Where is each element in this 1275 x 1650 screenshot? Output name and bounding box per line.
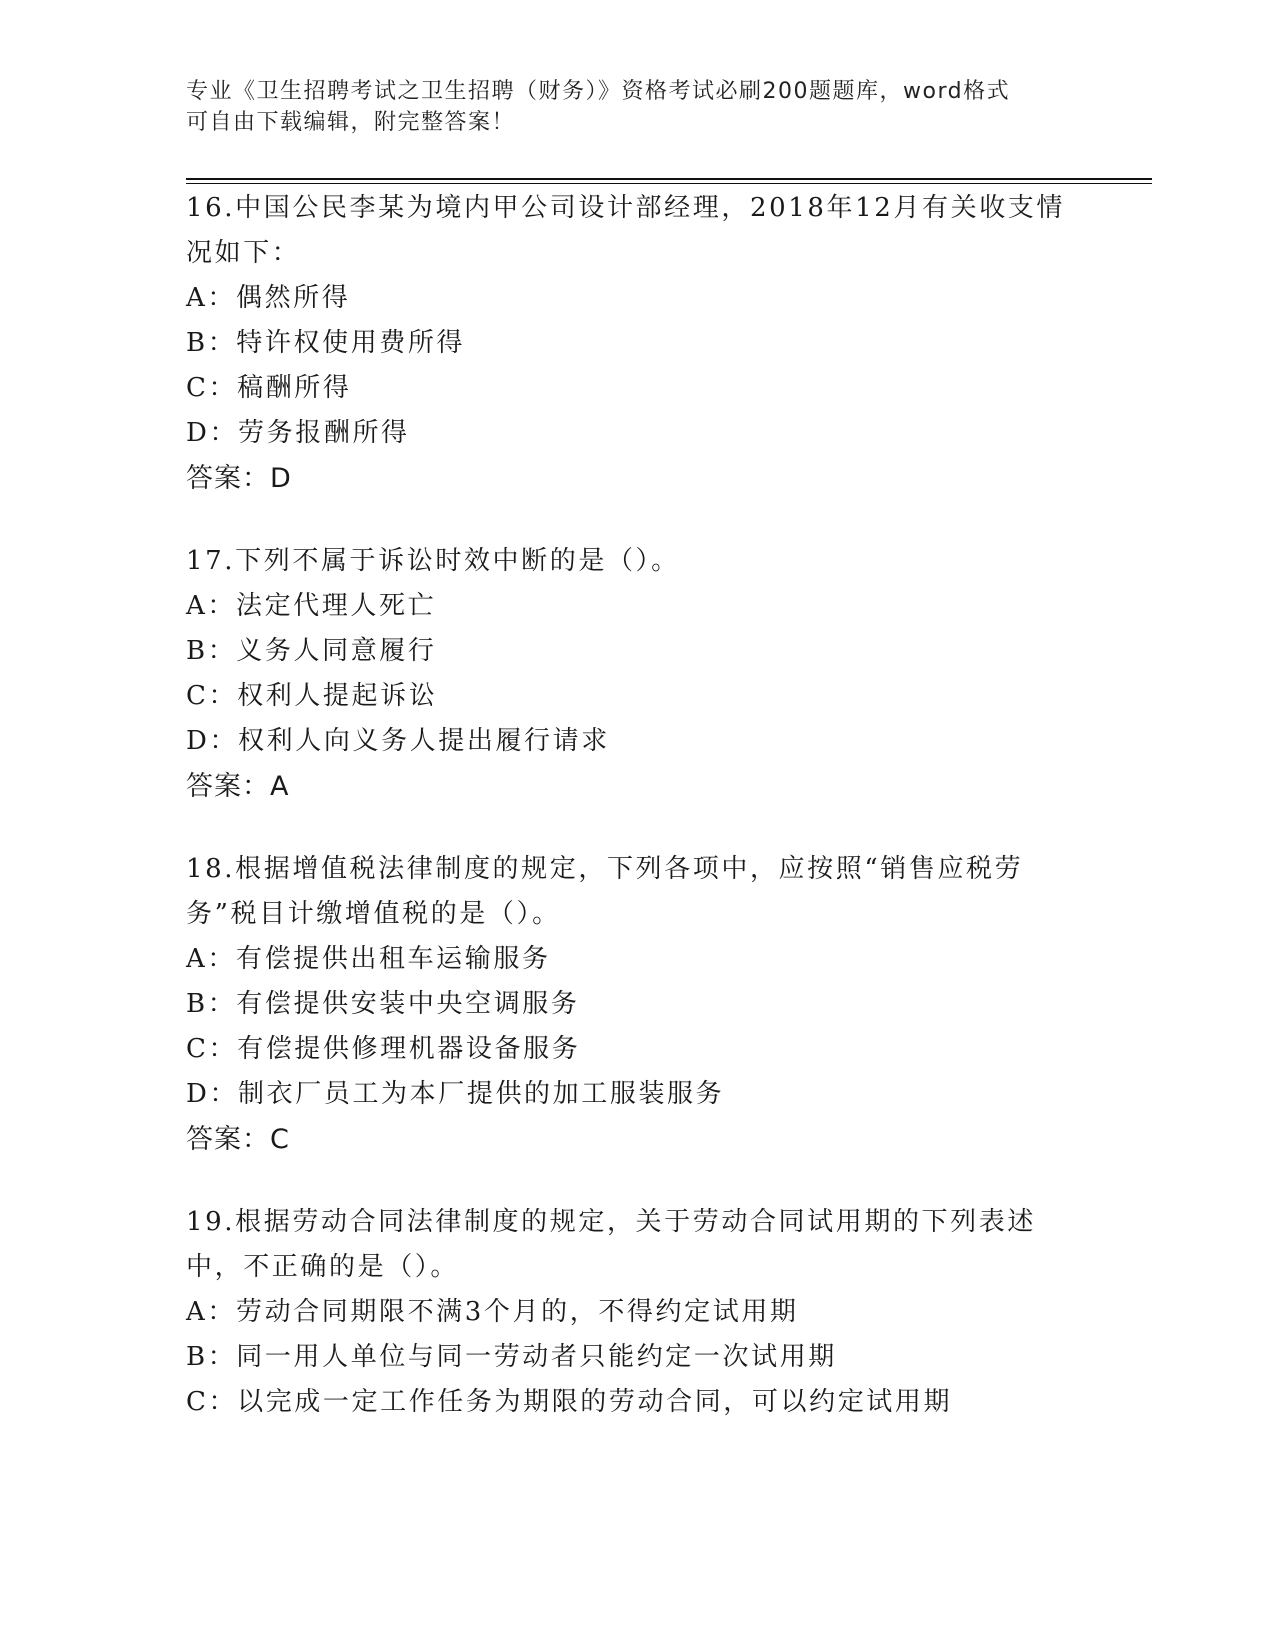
document-header <box>186 76 1076 138</box>
header-rule-thick <box>186 178 1152 180</box>
question-16 <box>186 186 1086 501</box>
option-d: D：制衣厂员工为本厂提供的加工服装服务 <box>186 1079 725 1109</box>
answer-line <box>186 764 1086 809</box>
option-a: A：法定代理人死亡 <box>186 591 437 621</box>
option-c: C：有偿提供修理机器设备服务 <box>186 1034 581 1064</box>
header-line-2: 可自由下载编辑，附完整答案！ <box>186 110 516 135</box>
question-17 <box>186 539 1086 809</box>
answer-value: D <box>270 463 292 494</box>
option-b: B：同一用人单位与同一劳动者只能约定一次试用期 <box>186 1342 837 1372</box>
question-text: 16.中国公民李某为境内甲公司设计部经理，2018年12月有关收支情况如下： <box>186 193 1066 268</box>
question-text: 17.下列不属于诉讼时效中断的是（）。 <box>186 546 680 576</box>
option-c: C：权利人提起诉讼 <box>186 681 438 711</box>
question-list <box>186 186 1086 1463</box>
answer-value: C <box>270 1124 290 1155</box>
answer-label: 答案： <box>186 463 270 494</box>
option-d: D：权利人向义务人提出履行请求 <box>186 726 610 756</box>
option-a: A：偶然所得 <box>186 283 351 313</box>
answer-label: 答案： <box>186 771 270 802</box>
answer-label: 答案： <box>186 1124 270 1155</box>
question-18 <box>186 847 1086 1162</box>
question-text: 18.根据增值税法律制度的规定，下列各项中，应按照“销售应税劳务”税目计缴增值税的是（）。 <box>186 854 1024 929</box>
header-line-1: 专业《卫生招聘考试之卫生招聘（财务）》资格考试必刷200题题库，word格式 <box>186 79 1011 104</box>
option-b: B：义务人同意履行 <box>186 636 437 666</box>
option-c: C：以完成一定工作任务为期限的劳动合同，可以约定试用期 <box>186 1387 953 1417</box>
answer-value: A <box>270 771 290 802</box>
option-b: B：有偿提供安装中央空调服务 <box>186 989 580 1019</box>
header-rule-thin <box>186 183 1152 184</box>
option-a: A：劳动合同期限不满3个月的，不得约定试用期 <box>186 1297 799 1327</box>
answer-line <box>186 456 1086 501</box>
option-d: D：劳务报酬所得 <box>186 418 410 448</box>
question-text: 19.根据劳动合同法律制度的规定，关于劳动合同试用期的下列表述中，不正确的是（）。 <box>186 1207 1036 1282</box>
option-a: A：有偿提供出租车运输服务 <box>186 944 551 974</box>
question-19 <box>186 1200 1086 1425</box>
answer-line <box>186 1117 1086 1162</box>
option-c: C：稿酬所得 <box>186 373 352 403</box>
option-b: B：特许权使用费所得 <box>186 328 466 358</box>
